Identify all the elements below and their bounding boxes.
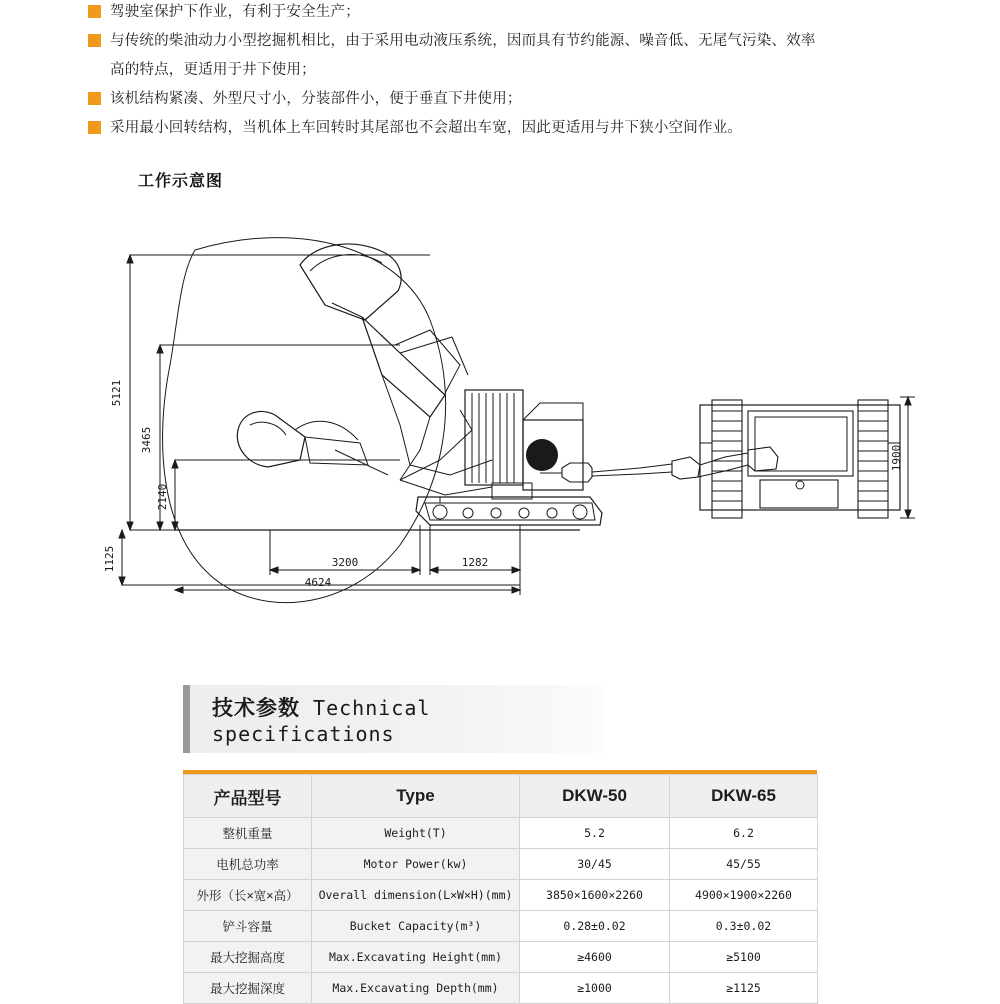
dim-label-1282: 1282: [461, 556, 489, 569]
table-header-row: [184, 775, 818, 818]
row-label-cn: 电机总功率: [184, 849, 312, 880]
row-label-en: Max.Excavating Height(mm): [312, 942, 520, 973]
dim-label-1900: 1900: [890, 444, 903, 472]
list-item-text: 高的特点，更适用于井下使用；: [110, 62, 316, 78]
row-label-en: Motor Power(kw): [312, 849, 520, 880]
square-bullet-icon: [88, 34, 101, 47]
row-label-cn: 铲斗容量: [184, 911, 312, 942]
row-label-cn: 外形（长×宽×高）: [184, 880, 312, 911]
cell-dkw50: 30/45: [520, 849, 670, 880]
table-row: [184, 849, 818, 880]
cell-dkw65: ≥1125: [670, 973, 818, 1004]
row-label-cn: 最大挖掘高度: [184, 942, 312, 973]
tech-spec-table: [183, 774, 818, 1004]
table-row: [184, 911, 818, 942]
dim-label-3200: 3200: [331, 556, 359, 569]
square-bullet-icon: [88, 5, 101, 18]
cell-dkw65: 0.3±0.02: [670, 911, 818, 942]
list-item-text: 采用最小回转结构，当机体上车回转时其尾部也不会超出车宽，因此更适用与井下狭小空间作业。: [110, 120, 743, 136]
table-row: [184, 818, 818, 849]
row-label-en: Bucket Capacity(m³): [312, 911, 520, 942]
section-title-working-diagram: 工作示意图: [138, 173, 224, 190]
list-item: [88, 87, 968, 112]
excavator-working-diagram: [100, 225, 920, 645]
tech-spec-table-container: [183, 770, 817, 1004]
row-label-en: Overall dimension(L×W×H)(mm): [312, 880, 520, 911]
row-label-cn: 最大挖掘深度: [184, 973, 312, 1004]
square-bullet-icon: [88, 121, 101, 134]
list-item-continuation: [88, 58, 968, 83]
list-item-text: 与传统的柴油动力小型挖掘机相比，由于采用电动液压系统，因而具有节约能源、噪音低、无尾气污染、效率: [110, 33, 816, 49]
col-header-model-cn: 产品型号: [184, 775, 312, 818]
table-row: [184, 973, 818, 1004]
table-row: [184, 880, 818, 911]
list-item: [88, 116, 968, 141]
list-item: [88, 0, 968, 25]
dim-label-5121: 5121: [110, 379, 123, 407]
cell-dkw50: 5.2: [520, 818, 670, 849]
cell-dkw65: ≥5100: [670, 942, 818, 973]
cell-dkw50: ≥4600: [520, 942, 670, 973]
banner-accent-bar: [183, 685, 190, 753]
table-row: [184, 942, 818, 973]
feature-bullet-list: [88, 0, 968, 145]
row-label-en: Weight(T): [312, 818, 520, 849]
list-item-text: 驾驶室保护下作业，有利于安全生产；: [110, 4, 360, 20]
banner-title: [212, 692, 603, 746]
dim-label-1125: 1125: [103, 545, 116, 573]
list-item: [88, 29, 968, 54]
banner-title-cn: 技术参数: [212, 697, 300, 720]
col-header-dkw50: DKW-50: [520, 775, 670, 818]
tech-spec-banner: [183, 685, 603, 753]
cell-dkw65: 6.2: [670, 818, 818, 849]
col-header-type: Type: [312, 775, 520, 818]
row-label-cn: 整机重量: [184, 818, 312, 849]
col-header-dkw65: DKW-65: [670, 775, 818, 818]
cell-dkw50: 0.28±0.02: [520, 911, 670, 942]
dim-label-2140: 2140: [156, 483, 169, 511]
list-item-text: 该机结构紧凑、外型尺寸小，分装部件小，便于垂直下井使用；: [110, 91, 522, 107]
row-label-en: Max.Excavating Depth(mm): [312, 973, 520, 1004]
banner-title-en: Technical specifications: [212, 696, 431, 746]
dim-label-4624: 4624: [304, 576, 332, 589]
cell-dkw65: 4900×1900×2260: [670, 880, 818, 911]
cell-dkw50: 3850×1600×2260: [520, 880, 670, 911]
cell-dkw50: ≥1000: [520, 973, 670, 1004]
square-bullet-icon: [88, 92, 101, 105]
dim-label-3465: 3465: [140, 426, 153, 454]
cell-dkw65: 45/55: [670, 849, 818, 880]
